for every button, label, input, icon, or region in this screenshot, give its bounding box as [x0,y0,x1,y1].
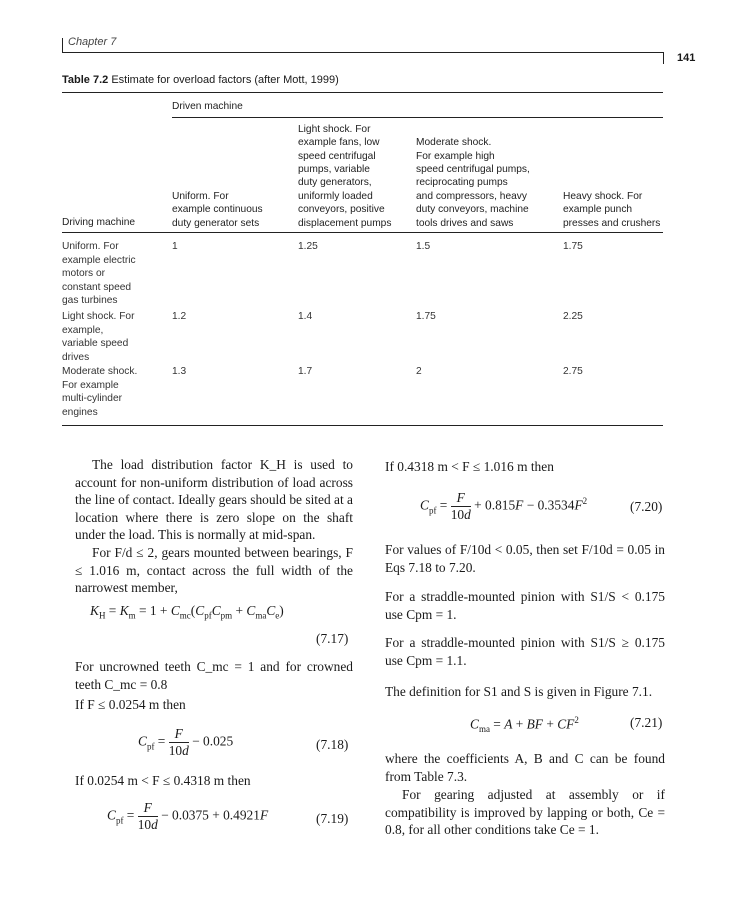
table-caption-label: Table 7.2 [62,74,109,86]
page-number: 141 [677,52,696,64]
table-cell: 1.5 [416,241,431,252]
equation-number-7-21: (7.21) [630,715,663,730]
right-paragraph-2: For values of F/10d < 0.05, then set F/10d = 0.05 in Eqs 7.18 to 7.20. [385,542,665,575]
column-header-uniform: Uniform. For example continuous duty generator sets [172,190,263,229]
table-cell: 1.4 [298,311,313,322]
left-paragraph-3: For uncrowned teeth C_mc = 1 and for crowned teeth C_mc = 0.8 [75,659,353,692]
table-cell: 1 [172,241,178,252]
table-top-rule [62,92,663,93]
column-header-light-shock: Light shock. For example fans, low speed centrifugal pumps, variable duty generators, uniformly loaded conveyors, positive displacement pumps [298,123,392,229]
left-paragraph-2: For F/d ≤ 2, gears mounted between bearings, F ≤ 1.016 m, contact across the full width of the narrowest member, [75,545,353,596]
header-left-tick [62,38,63,52]
equation-number-7-19: (7.19) [316,811,349,826]
left-paragraph-1: The load distribution factor K_H is used to account for non-uniform distribution of load across the line of contact. Ideally gears should be sited at a location where there is zero slope on the shaft under the load. This is normally at mid-span. [75,457,353,543]
table-header-rule [62,232,663,233]
equation-7-19: $C_{pf}$ = $\frac{F}{10d}$ − 0.0375 + 0.4921F [107,800,269,832]
row-label-uniform: Uniform. For example electric motors or constant speed gas turbines [62,241,136,307]
table-caption [62,74,339,86]
driving-machine-header: Driving machine [62,217,136,228]
right-paragraph-1: If 0.4318 m < F ≤ 1.016 m then [385,459,554,474]
equation-number-7-17: (7.17) [316,631,349,646]
table-cell: 1.25 [298,241,318,252]
table-cell: 1.3 [172,366,187,377]
equation-number-7-18: (7.18) [316,737,349,752]
header-right-tick [663,52,664,64]
table-bottom-rule [62,425,663,426]
column-header-heavy-shock: Heavy shock. For example punch presses and crushers [563,190,661,229]
header-rule [62,52,663,53]
right-paragraph-7: For gearing adjusted at assembly or if compatibility is improved by lapping or both, Ce = 0.8, for all other conditions take Ce = 1. [385,787,665,838]
driven-machine-header: Driven machine [172,101,243,112]
table-cell: 2 [416,366,422,377]
driven-machine-rule [172,117,663,118]
table-cell: 2.75 [563,366,583,377]
table-cell: 1.7 [298,366,313,377]
equation-7-17: $K_H = K_m = 1 + C_{mc}(C_{pf}C_{pm} + C_{ma}C_e)$ [90,603,284,621]
chapter-label: Chapter 7 [68,36,117,48]
right-paragraph-5: The definition for S1 and S is given in Figure 7.1. [385,684,653,699]
left-paragraph-4: If F ≤ 0.0254 m then [75,697,186,712]
table-cell: 1.75 [416,311,436,322]
row-label-moderate-shock: Moderate shock. For example multi-cylinder engines [62,366,138,418]
table-cell: 1.75 [563,241,583,252]
right-paragraph-3: For a straddle-mounted pinion with S1/S < 0.175 use Cpm = 1. [385,589,665,622]
equation-number-7-20: (7.20) [630,499,663,514]
right-paragraph-6: where the coefficients A, B and C can be found from Table 7.3. [385,751,665,784]
equation-7-18: $C_{pf}$ = $\frac{F}{10d}$ − 0.025 [138,726,234,758]
left-paragraph-5: If 0.0254 m < F ≤ 0.4318 m then [75,773,251,788]
column-header-moderate-shock: Moderate shock. For example high speed centrifugal pumps, reciprocating pumps and compressors, heavy duty conveyors, machine tools drives and saws [416,137,530,229]
table-caption-text: Estimate for overload factors (after Mott, 1999) [111,74,339,86]
row-label-light-shock: Light shock. For example, variable speed drives [62,311,135,363]
table-cell: 2.25 [563,311,583,322]
equation-7-20: $C_{pf}$ = $\frac{F}{10d}$ + $0.815F - 0.3534F^2$ [420,490,588,522]
table-cell: 1.2 [172,311,187,322]
equation-7-21: $C_{ma} = A$ + BF + $CF^2$ [470,715,579,735]
right-paragraph-4: For a straddle-mounted pinion with S1/S ≥ 0.175 use Cpm = 1.1. [385,635,665,668]
